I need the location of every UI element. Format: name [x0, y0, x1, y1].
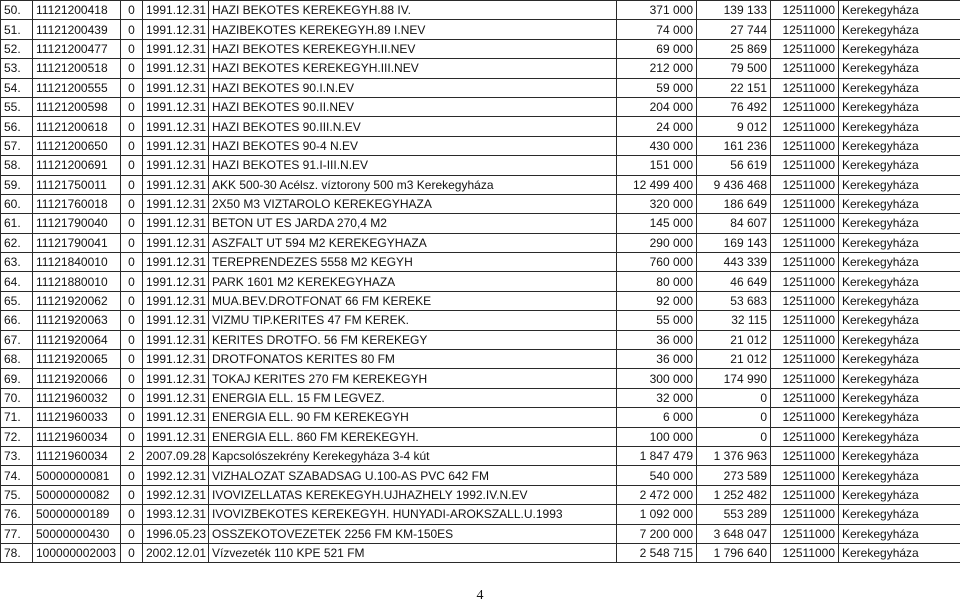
asset-name-cell: HAZI BEKOTES 90.III.N.EV [209, 117, 617, 136]
asset-name-cell: HAZI BEKOTES 90.I.N.EV [209, 78, 617, 97]
table-row [1, 291, 960, 310]
net-value-cell: 443 339 [697, 253, 771, 272]
activation-date-cell: 1991.12.31 [143, 388, 209, 407]
location-cell: Kerekegyháza [839, 1, 960, 20]
row-number-cell: 57. [1, 136, 33, 155]
asset-name-cell: Vízvezeték 110 KPE 521 FM [209, 543, 617, 562]
asset-name-cell: KERITES DROTFO. 56 FM KEREKEGY [209, 330, 617, 349]
net-value-cell: 27 744 [697, 20, 771, 39]
table-row [1, 175, 960, 194]
asset-name-cell: PARK 1601 M2 KEREKEGYHAZA [209, 272, 617, 291]
account-number-cell: 12511000 [771, 156, 839, 175]
asset-code-cell: 11121920065 [33, 350, 121, 369]
sub-number-cell: 0 [121, 194, 143, 213]
row-number-cell: 62. [1, 233, 33, 252]
gross-value-cell: 36 000 [617, 350, 697, 369]
activation-date-cell: 1991.12.31 [143, 233, 209, 252]
row-number-cell: 74. [1, 466, 33, 485]
gross-value-cell: 212 000 [617, 59, 697, 78]
table-row [1, 427, 960, 446]
net-value-cell: 0 [697, 388, 771, 407]
gross-value-cell: 80 000 [617, 272, 697, 291]
net-value-cell: 25 869 [697, 39, 771, 58]
table-row [1, 408, 960, 427]
sub-number-cell: 0 [121, 485, 143, 504]
gross-value-cell: 92 000 [617, 291, 697, 310]
table-row [1, 233, 960, 252]
asset-code-cell: 11121200439 [33, 20, 121, 39]
net-value-cell: 46 649 [697, 272, 771, 291]
location-cell: Kerekegyháza [839, 136, 960, 155]
asset-name-cell: VIZMU TIP.KERITES 47 FM KEREK. [209, 311, 617, 330]
row-number-cell: 71. [1, 408, 33, 427]
gross-value-cell: 430 000 [617, 136, 697, 155]
account-number-cell: 12511000 [771, 388, 839, 407]
location-cell: Kerekegyháza [839, 388, 960, 407]
gross-value-cell: 760 000 [617, 253, 697, 272]
net-value-cell: 79 500 [697, 59, 771, 78]
account-number-cell: 12511000 [771, 59, 839, 78]
gross-value-cell: 74 000 [617, 20, 697, 39]
asset-code-cell: 11121790040 [33, 214, 121, 233]
row-number-cell: 50. [1, 1, 33, 20]
asset-name-cell: HAZI BEKOTES 90.II.NEV [209, 97, 617, 116]
sub-number-cell: 0 [121, 388, 143, 407]
asset-name-cell: HAZI BEKOTES KEREKEGYH.III.NEV [209, 59, 617, 78]
table-row [1, 446, 960, 465]
location-cell: Kerekegyháza [839, 311, 960, 330]
net-value-cell: 0 [697, 408, 771, 427]
table-row [1, 350, 960, 369]
asset-code-cell: 50000000189 [33, 505, 121, 524]
page-number: 4 [476, 588, 484, 603]
table-row [1, 1, 960, 20]
row-number-cell: 51. [1, 20, 33, 39]
location-cell: Kerekegyháza [839, 117, 960, 136]
gross-value-cell: 12 499 400 [617, 175, 697, 194]
sub-number-cell: 0 [121, 408, 143, 427]
gross-value-cell: 2 548 715 [617, 543, 697, 562]
activation-date-cell: 1991.12.31 [143, 117, 209, 136]
table-row [1, 505, 960, 524]
row-number-cell: 59. [1, 175, 33, 194]
gross-value-cell: 151 000 [617, 156, 697, 175]
asset-code-cell: 11121200691 [33, 156, 121, 175]
asset-code-cell: 11121960033 [33, 408, 121, 427]
row-number-cell: 60. [1, 194, 33, 213]
table-row [1, 524, 960, 543]
activation-date-cell: 1992.12.31 [143, 485, 209, 504]
net-value-cell: 32 115 [697, 311, 771, 330]
account-number-cell: 12511000 [771, 543, 839, 562]
table-row [1, 214, 960, 233]
sub-number-cell: 0 [121, 39, 143, 58]
sub-number-cell: 0 [121, 1, 143, 20]
table-row [1, 311, 960, 330]
location-cell: Kerekegyháza [839, 408, 960, 427]
net-value-cell: 1 376 963 [697, 446, 771, 465]
asset-code-cell: 11121920062 [33, 291, 121, 310]
location-cell: Kerekegyháza [839, 233, 960, 252]
activation-date-cell: 1992.12.31 [143, 466, 209, 485]
activation-date-cell: 1991.12.31 [143, 136, 209, 155]
account-number-cell: 12511000 [771, 427, 839, 446]
activation-date-cell: 1991.12.31 [143, 175, 209, 194]
table-row [1, 466, 960, 485]
asset-code-cell: 11121200418 [33, 1, 121, 20]
location-cell: Kerekegyháza [839, 446, 960, 465]
sub-number-cell: 0 [121, 156, 143, 175]
location-cell: Kerekegyháza [839, 78, 960, 97]
gross-value-cell: 7 200 000 [617, 524, 697, 543]
sub-number-cell: 0 [121, 59, 143, 78]
row-number-cell: 68. [1, 350, 33, 369]
gross-value-cell: 145 000 [617, 214, 697, 233]
activation-date-cell: 1991.12.31 [143, 156, 209, 175]
table-row [1, 485, 960, 504]
asset-name-cell: DROTFONATOS KERITES 80 FM [209, 350, 617, 369]
asset-name-cell: 2X50 M3 VIZTAROLO KEREKEGYHAZA [209, 194, 617, 213]
account-number-cell: 12511000 [771, 466, 839, 485]
location-cell: Kerekegyháza [839, 175, 960, 194]
row-number-cell: 63. [1, 253, 33, 272]
activation-date-cell: 1991.12.31 [143, 214, 209, 233]
location-cell: Kerekegyháza [839, 39, 960, 58]
asset-code-cell: 50000000430 [33, 524, 121, 543]
activation-date-cell: 1991.12.31 [143, 311, 209, 330]
row-number-cell: 61. [1, 214, 33, 233]
asset-code-cell: 11121200555 [33, 78, 121, 97]
gross-value-cell: 59 000 [617, 78, 697, 97]
asset-code-cell: 11121960034 [33, 427, 121, 446]
location-cell: Kerekegyháza [839, 291, 960, 310]
account-number-cell: 12511000 [771, 214, 839, 233]
table-row [1, 59, 960, 78]
gross-value-cell: 24 000 [617, 117, 697, 136]
table-row [1, 369, 960, 388]
sub-number-cell: 0 [121, 524, 143, 543]
account-number-cell: 12511000 [771, 117, 839, 136]
location-cell: Kerekegyháza [839, 505, 960, 524]
table-row [1, 156, 960, 175]
account-number-cell: 12511000 [771, 97, 839, 116]
table-row [1, 136, 960, 155]
sub-number-cell: 0 [121, 543, 143, 562]
row-number-cell: 66. [1, 311, 33, 330]
gross-value-cell: 1 847 479 [617, 446, 697, 465]
location-cell: Kerekegyháza [839, 97, 960, 116]
location-cell: Kerekegyháza [839, 427, 960, 446]
account-number-cell: 12511000 [771, 524, 839, 543]
location-cell: Kerekegyháza [839, 350, 960, 369]
location-cell: Kerekegyháza [839, 194, 960, 213]
activation-date-cell: 1991.12.31 [143, 194, 209, 213]
activation-date-cell: 1991.12.31 [143, 253, 209, 272]
account-number-cell: 12511000 [771, 78, 839, 97]
activation-date-cell: 1996.05.23 [143, 524, 209, 543]
account-number-cell: 12511000 [771, 408, 839, 427]
account-number-cell: 12511000 [771, 350, 839, 369]
asset-code-cell: 11121960032 [33, 388, 121, 407]
asset-name-cell: OSSZEKOTOVEZETEK 2256 FM KM-150ES [209, 524, 617, 543]
location-cell: Kerekegyháza [839, 214, 960, 233]
table-row [1, 330, 960, 349]
row-number-cell: 54. [1, 78, 33, 97]
asset-name-cell: ENERGIA ELL. 90 FM KEREKEGYH [209, 408, 617, 427]
asset-name-cell: AKK 500-30 Acélsz. víztorony 500 m3 Kerekegyháza [209, 175, 617, 194]
asset-name-cell: IVOVIZELLATAS KEREKEGYH.UJHAZHELY 1992.IV.N.EV [209, 485, 617, 504]
asset-code-cell: 100000002003 [33, 543, 121, 562]
row-number-cell: 58. [1, 156, 33, 175]
row-number-cell: 64. [1, 272, 33, 291]
sub-number-cell: 0 [121, 369, 143, 388]
row-number-cell: 73. [1, 446, 33, 465]
activation-date-cell: 1991.12.31 [143, 78, 209, 97]
net-value-cell: 21 012 [697, 350, 771, 369]
sub-number-cell: 0 [121, 291, 143, 310]
activation-date-cell: 1991.12.31 [143, 350, 209, 369]
account-number-cell: 12511000 [771, 291, 839, 310]
gross-value-cell: 371 000 [617, 1, 697, 20]
net-value-cell: 53 683 [697, 291, 771, 310]
location-cell: Kerekegyháza [839, 59, 960, 78]
account-number-cell: 12511000 [771, 1, 839, 20]
sub-number-cell: 0 [121, 214, 143, 233]
account-number-cell: 12511000 [771, 253, 839, 272]
asset-code-cell: 50000000081 [33, 466, 121, 485]
asset-name-cell: ASZFALT UT 594 M2 KEREKEGYHAZA [209, 233, 617, 252]
asset-code-cell: 50000000082 [33, 485, 121, 504]
net-value-cell: 186 649 [697, 194, 771, 213]
gross-value-cell: 55 000 [617, 311, 697, 330]
net-value-cell: 273 589 [697, 466, 771, 485]
activation-date-cell: 1991.12.31 [143, 1, 209, 20]
activation-date-cell: 1991.12.31 [143, 291, 209, 310]
sub-number-cell: 0 [121, 253, 143, 272]
asset-code-cell: 11121790041 [33, 233, 121, 252]
account-number-cell: 12511000 [771, 20, 839, 39]
location-cell: Kerekegyháza [839, 524, 960, 543]
sub-number-cell: 0 [121, 272, 143, 291]
net-value-cell: 174 990 [697, 369, 771, 388]
account-number-cell: 12511000 [771, 272, 839, 291]
location-cell: Kerekegyháza [839, 156, 960, 175]
row-number-cell: 65. [1, 291, 33, 310]
row-number-cell: 69. [1, 369, 33, 388]
net-value-cell: 76 492 [697, 97, 771, 116]
net-value-cell: 9 012 [697, 117, 771, 136]
net-value-cell: 84 607 [697, 214, 771, 233]
activation-date-cell: 1991.12.31 [143, 97, 209, 116]
location-cell: Kerekegyháza [839, 253, 960, 272]
asset-name-cell: HAZI BEKOTES 90-4 N.EV [209, 136, 617, 155]
activation-date-cell: 2007.09.28 [143, 446, 209, 465]
gross-value-cell: 100 000 [617, 427, 697, 446]
asset-code-cell: 11121920064 [33, 330, 121, 349]
table-row [1, 543, 960, 562]
account-number-cell: 12511000 [771, 311, 839, 330]
location-cell: Kerekegyháza [839, 272, 960, 291]
activation-date-cell: 1991.12.31 [143, 59, 209, 78]
gross-value-cell: 36 000 [617, 330, 697, 349]
asset-name-cell: HAZI BEKOTES KEREKEGYH.II.NEV [209, 39, 617, 58]
net-value-cell: 139 133 [697, 1, 771, 20]
gross-value-cell: 290 000 [617, 233, 697, 252]
sub-number-cell: 0 [121, 175, 143, 194]
table-row [1, 388, 960, 407]
row-number-cell: 76. [1, 505, 33, 524]
net-value-cell: 0 [697, 427, 771, 446]
asset-code-cell: 11121960034 [33, 446, 121, 465]
net-value-cell: 3 648 047 [697, 524, 771, 543]
asset-code-cell: 11121760018 [33, 194, 121, 213]
asset-code-cell: 11121200518 [33, 59, 121, 78]
activation-date-cell: 1991.12.31 [143, 272, 209, 291]
row-number-cell: 55. [1, 97, 33, 116]
table-body [1, 1, 960, 563]
sub-number-cell: 0 [121, 350, 143, 369]
gross-value-cell: 32 000 [617, 388, 697, 407]
asset-name-cell: BETON UT ES JARDA 270,4 M2 [209, 214, 617, 233]
net-value-cell: 56 619 [697, 156, 771, 175]
net-value-cell: 22 151 [697, 78, 771, 97]
asset-name-cell: ENERGIA ELL. 860 FM KEREKEGYH. [209, 427, 617, 446]
account-number-cell: 12511000 [771, 485, 839, 504]
activation-date-cell: 2002.12.01 [143, 543, 209, 562]
sub-number-cell: 0 [121, 311, 143, 330]
account-number-cell: 12511000 [771, 505, 839, 524]
activation-date-cell: 1993.12.31 [143, 505, 209, 524]
asset-code-cell: 11121840010 [33, 253, 121, 272]
gross-value-cell: 2 472 000 [617, 485, 697, 504]
account-number-cell: 12511000 [771, 175, 839, 194]
account-number-cell: 12511000 [771, 194, 839, 213]
row-number-cell: 72. [1, 427, 33, 446]
row-number-cell: 77. [1, 524, 33, 543]
location-cell: Kerekegyháza [839, 369, 960, 388]
asset-name-cell: TOKAJ KERITES 270 FM KEREKEGYH [209, 369, 617, 388]
sub-number-cell: 0 [121, 78, 143, 97]
account-number-cell: 12511000 [771, 233, 839, 252]
table-row [1, 194, 960, 213]
table-row [1, 97, 960, 116]
row-number-cell: 56. [1, 117, 33, 136]
gross-value-cell: 1 092 000 [617, 505, 697, 524]
table-row [1, 117, 960, 136]
net-value-cell: 1 796 640 [697, 543, 771, 562]
location-cell: Kerekegyháza [839, 20, 960, 39]
net-value-cell: 1 252 482 [697, 485, 771, 504]
asset-name-cell: HAZI BEKOTES 91.I-III.N.EV [209, 156, 617, 175]
sub-number-cell: 0 [121, 505, 143, 524]
asset-name-cell: MUA.BEV.DROTFONAT 66 FM KEREKE [209, 291, 617, 310]
gross-value-cell: 6 000 [617, 408, 697, 427]
activation-date-cell: 1991.12.31 [143, 20, 209, 39]
sub-number-cell: 2 [121, 446, 143, 465]
sub-number-cell: 0 [121, 136, 143, 155]
asset-code-cell: 11121200598 [33, 97, 121, 116]
asset-name-cell: HAZI BEKOTES KEREKEGYH.88 IV. [209, 1, 617, 20]
asset-code-cell: 11121200618 [33, 117, 121, 136]
asset-name-cell: TEREPRENDEZES 5558 M2 KEGYH [209, 253, 617, 272]
sub-number-cell: 0 [121, 233, 143, 252]
asset-code-cell: 11121750011 [33, 175, 121, 194]
table-row [1, 78, 960, 97]
account-number-cell: 12511000 [771, 369, 839, 388]
asset-name-cell: ENERGIA ELL. 15 FM LEGVEZ. [209, 388, 617, 407]
table-row [1, 39, 960, 58]
asset-code-cell: 11121200477 [33, 39, 121, 58]
sub-number-cell: 0 [121, 20, 143, 39]
activation-date-cell: 1991.12.31 [143, 427, 209, 446]
row-number-cell: 75. [1, 485, 33, 504]
row-number-cell: 67. [1, 330, 33, 349]
activation-date-cell: 1991.12.31 [143, 330, 209, 349]
sub-number-cell: 0 [121, 117, 143, 136]
net-value-cell: 161 236 [697, 136, 771, 155]
sub-number-cell: 0 [121, 97, 143, 116]
sub-number-cell: 0 [121, 330, 143, 349]
activation-date-cell: 1991.12.31 [143, 408, 209, 427]
location-cell: Kerekegyháza [839, 543, 960, 562]
table-row [1, 253, 960, 272]
net-value-cell: 553 289 [697, 505, 771, 524]
net-value-cell: 169 143 [697, 233, 771, 252]
table-row [1, 20, 960, 39]
asset-name-cell: HAZIBEKOTES KEREKEGYH.89 I.NEV [209, 20, 617, 39]
gross-value-cell: 540 000 [617, 466, 697, 485]
activation-date-cell: 1991.12.31 [143, 369, 209, 388]
account-number-cell: 12511000 [771, 136, 839, 155]
account-number-cell: 12511000 [771, 330, 839, 349]
net-value-cell: 9 436 468 [697, 175, 771, 194]
asset-code-cell: 11121920063 [33, 311, 121, 330]
net-value-cell: 21 012 [697, 330, 771, 349]
table-row [1, 272, 960, 291]
account-number-cell: 12511000 [771, 39, 839, 58]
activation-date-cell: 1991.12.31 [143, 39, 209, 58]
account-number-cell: 12511000 [771, 446, 839, 465]
asset-code-cell: 11121880010 [33, 272, 121, 291]
row-number-cell: 52. [1, 39, 33, 58]
sub-number-cell: 0 [121, 427, 143, 446]
row-number-cell: 70. [1, 388, 33, 407]
location-cell: Kerekegyháza [839, 466, 960, 485]
location-cell: Kerekegyháza [839, 330, 960, 349]
gross-value-cell: 300 000 [617, 369, 697, 388]
row-number-cell: 53. [1, 59, 33, 78]
asset-name-cell: VIZHALOZAT SZABADSAG U.100-AS PVC 642 FM [209, 466, 617, 485]
asset-code-cell: 11121200650 [33, 136, 121, 155]
asset-name-cell: IVOVIZBEKOTES KEREKEGYH. HUNYADI-AROKSZALL.U.1993 [209, 505, 617, 524]
gross-value-cell: 69 000 [617, 39, 697, 58]
sub-number-cell: 0 [121, 466, 143, 485]
asset-code-cell: 11121920066 [33, 369, 121, 388]
asset-name-cell: Kapcsolószekrény Kerekegyháza 3-4 kút [209, 446, 617, 465]
gross-value-cell: 320 000 [617, 194, 697, 213]
gross-value-cell: 204 000 [617, 97, 697, 116]
location-cell: Kerekegyháza [839, 485, 960, 504]
row-number-cell: 78. [1, 543, 33, 562]
